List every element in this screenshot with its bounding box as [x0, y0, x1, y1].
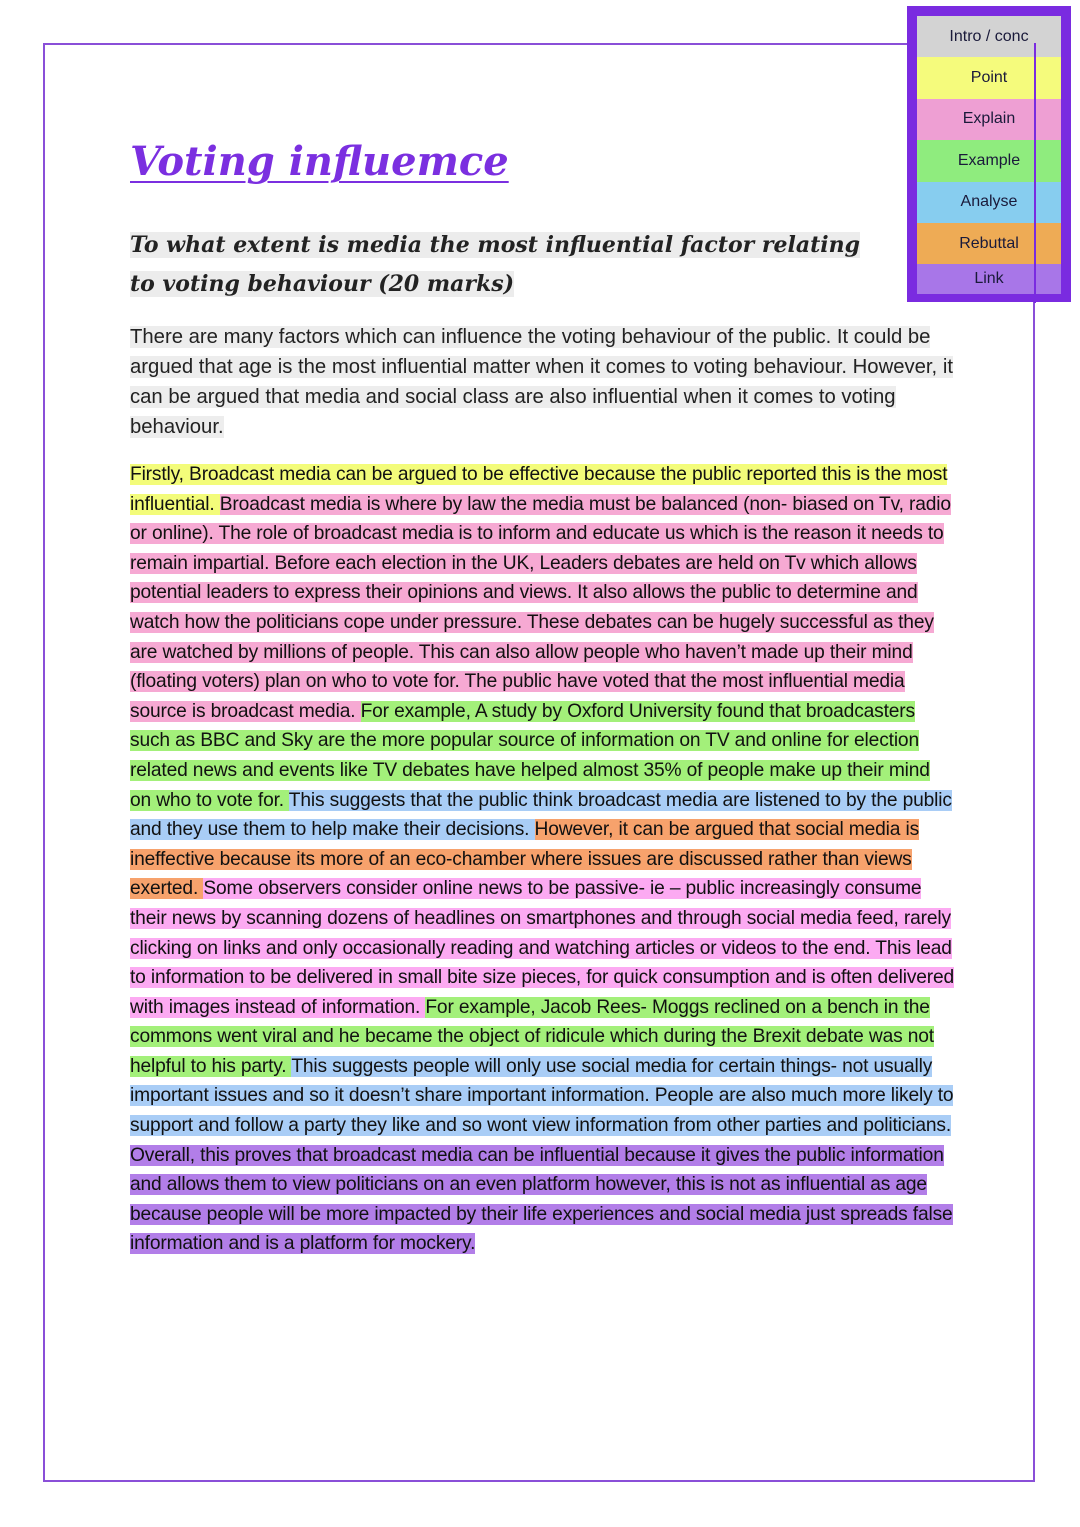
legend-item-explain: Explain [917, 99, 1061, 140]
legend-item-analyse: Analyse [917, 182, 1061, 223]
analyse-segment: This suggests people will only use social media for certain things- not usually important issues and so it doesn’t share important information. People are also much more likely to support and follow a party they like and so wont view information from other parties and politicians. [130, 1055, 954, 1137]
intro-paragraph: There are many factors which can influence the voting behaviour of the public. It could be argued that age is the most influential matter when it comes to voting behaviour. However, it can be argued that media and social class are also influential when it comes to voting behaviour. [130, 326, 953, 438]
colour-key-legend [907, 6, 1071, 302]
example-segment: For example, Jacob Rees- Moggs reclined on a bench in the commons went viral and he became the object of ridicule which during the Brexit debate was not helpful to his party. [130, 996, 934, 1077]
legend-item-link: Link [917, 264, 1061, 294]
link-segment: Overall, this proves that broadcast media can be influential because it gives the public information and allows them to view politicians on an even platform however, this is not as influential as age because people will be more impacted by their life experiences and social media just spreads false information and is a platform for mockery. [130, 1144, 953, 1255]
essay-question: To what extent is media the most influential factor relating to voting behaviour (20 marks) [130, 232, 861, 297]
example-segment: For example, A study by Oxford University found that broadcasters such as BBC and Sky are the more popular source of information on TV and online for election related news and events like TV debates have helped almost 35% of people make up their mind on who to vote for. [130, 700, 930, 811]
point-segment: Firstly, Broadcast media can be argued to be effective because the public reported this is the most influential. [130, 464, 948, 515]
page-title: Voting influemce [130, 138, 509, 185]
explain-segment: Some observers consider online news to be passive- ie – public increasingly consume their news by scanning dozens of headlines on smartphones and through social media feed, rarely clicking on links and only occasionally reading and watching articles or videos to the end. This lead to information to be delivered in small bite size pieces, for quick consumption and is often delivered with images instead of information. [130, 878, 955, 1018]
legend-item-point: Point [917, 57, 1061, 98]
legend-item-intro: Intro / conc [917, 16, 1061, 57]
page-border-overlay [1034, 43, 1036, 303]
analyse-segment: This suggests that the public think broadcast media are listened to by the public and they use them to help make their decisions. [130, 789, 952, 841]
main-paragraph [130, 460, 955, 1259]
legend-item-example: Example [917, 140, 1061, 181]
rebuttal-segment: However, it can be argued that social media is ineffective because its more of an eco-chamber where issues are discussed rather than views exerted. [130, 819, 920, 900]
legend-item-rebuttal: Rebuttal [917, 223, 1061, 264]
explain-segment: Broadcast media is where by law the media must be balanced (non- biased on Tv, radio or online). The role of broadcast media is to inform and educate us which is the reason it needs to remain impartial. Before each election in the UK, Leaders debates are held on Tv which allows potential leaders to express their opinions and views. It also allows the public to determine and watch how the politicians cope under pressure. These debates can be hugely successful as they are watched by millions of people. This can also allow people who haven’t made up their mind (floating voters) plan on who to vote for. The public have voted that the most influential media source is broadcast media. [130, 493, 951, 722]
